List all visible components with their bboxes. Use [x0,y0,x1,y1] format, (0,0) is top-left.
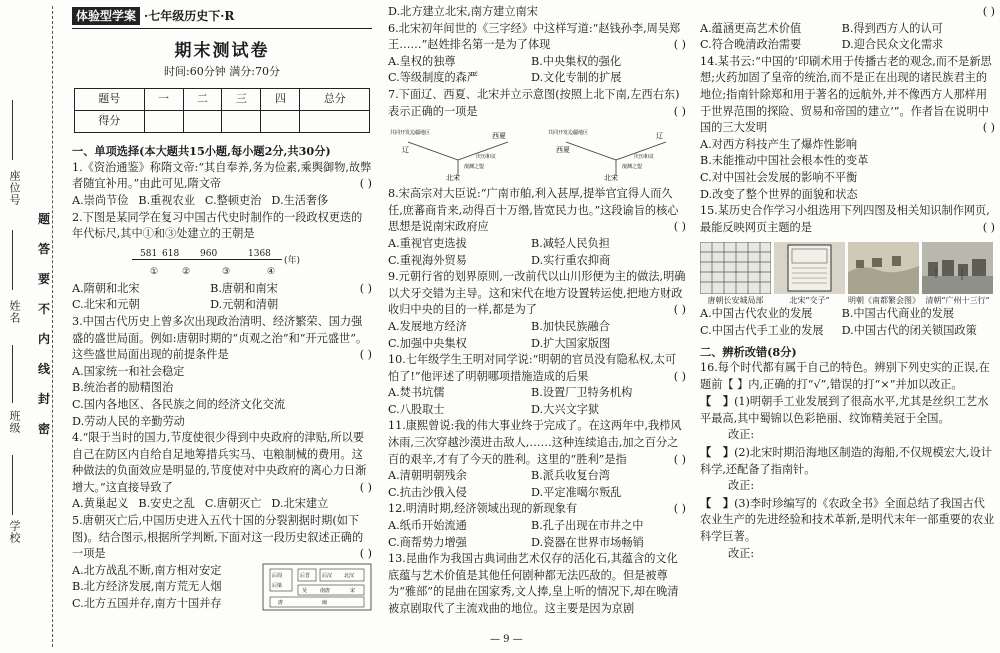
option[interactable]: A.发展地方经济 [388,319,467,333]
option[interactable]: A.焚书坑儒 [388,386,445,400]
option[interactable]: C.唐朝灭亡 [204,497,262,511]
question-text: 10.七年级学生王明对同学说:“明朝的官员没有隐私权,太可怕了!”他评述了明朝哪项措施造成的后果 [388,353,677,383]
option[interactable]: A.纸币开始流通 [388,519,467,533]
question-1 [72,160,372,210]
judge-bracket[interactable]: 【 】 [700,495,735,510]
seat-blank[interactable] [12,100,13,160]
map-option-a[interactable] [388,124,528,182]
judge-bracket[interactable]: 【 】 [700,445,735,460]
question-text: 12.明清时期,经济领域出现的新现象有 [388,502,578,516]
option[interactable]: B.设置厂卫特务机构 [531,386,633,400]
question-text: 14.某书云:“中国的‘印刷术用于传播古老的观念,而不是新思想;火药加固了皇帝的统治,而不是正在出现的诸民族君主的地位;指南针除郑和用于著名的远航外,并不像西方人那样用于世界范围的探险、贸易和帝国的建立’”。作者旨在说明中国的三大发明 [700,54,992,135]
judge-statement: (3)李时珍编写的《农政全书》全面总结了我国古代农业生产的先进经验和技术革新,是明代末年一部重要的农业科学巨著。 [700,496,995,544]
option[interactable]: D.大兴文字狱 [531,402,600,416]
question-text: 2.下图是某同学在复习中国古代史时制作的一段政权更迭的年代标尺,其中①和③处建立的王朝是 [72,210,363,241]
chart-label: 后晋 [300,572,311,579]
q5-body [72,563,372,613]
jiaozi-banknote-image [774,242,845,294]
answer-paren[interactable]: ( ) [673,104,686,118]
answer-paren[interactable]: ( ) [359,348,372,362]
option[interactable]: D.劳动人民的辛勤劳动 [72,414,185,428]
class-label: 班级 [8,410,21,434]
chart-label: 宋 [350,587,356,594]
question-text: 3.中国古代历史上曾多次出现政治清明、经济繁荣、国力强盛的盛世局面。例如:唐朝时期的“贞观之治”和“开元盛世”。这些盛世局面出现的前提条件是 [72,314,368,362]
options [388,385,686,418]
answer-paren[interactable]: ( ) [982,5,995,18]
option[interactable]: C.整顿吏治 [204,193,262,207]
column-3 [700,4,995,562]
option[interactable]: A.重视官吏选拔 [388,236,467,250]
question-text: 15.某历史合作学习小组选用下列四图及相关知识制作网页,最能反映网页主题的是 [700,204,990,234]
image-row [700,242,995,294]
option[interactable]: A.国家统一和社会稳定 [72,364,185,378]
map-label: 庆历和议 [634,154,655,161]
judge-item [700,495,995,546]
answer-paren[interactable]: ( ) [359,480,372,494]
options [388,319,686,352]
timeline-tick: 960 [200,248,218,259]
option[interactable]: B.中央集权的强化 [531,54,622,68]
image-captions [700,296,995,306]
question-5 [72,513,372,613]
option[interactable]: D.生活奢侈 [271,193,329,207]
option[interactable]: D.平定准噶尔叛乱 [531,485,622,499]
question-text: 13.昆曲作为我国古典词曲艺术仅存的活化石,其蕴含的文化底蕴与艺术价值是其他任何剧种都无法匹敌的。但是被尊为“雅部”的昆曲在国家秀,文人捧,皇上听的情况下,却在晚清被京剧取代了主流戏曲的地位。这主要是因为京剧 [388,552,679,615]
seal-char: 答 [38,242,51,256]
option[interactable]: D.北方建立北宋,南方建立南宋 [388,5,538,18]
option[interactable]: C.等级制度的森严 [388,71,479,85]
binding-strip [0,0,62,653]
question-6 [388,21,686,87]
section-title: 一、单项选择(本大题共15小题,每小题2分,共30分) [72,144,331,159]
name-blank[interactable] [12,230,13,290]
option[interactable]: C.重视海外贸易 [388,253,467,267]
option[interactable]: C.中国古代手工业的发展 [700,323,824,337]
map-label: 共同开发边疆地区 [548,130,589,137]
question-11 [388,418,686,501]
options [388,54,686,87]
changan-city-map-image [700,242,771,294]
option[interactable]: B.加快民族融合 [531,319,610,333]
question-text: 9.元朝行省的划界原则,一改前代以山川形便为主的做法,明确以犬牙交错为主导。这和宋代在地方设置转运使,把地方财政收归中央的目的一样,都是为了 [388,270,686,317]
option[interactable]: A.崇尚节俭 [72,193,129,207]
option[interactable]: B.安史之乱 [138,497,195,511]
fix-label[interactable]: 改正: [728,428,755,442]
option[interactable]: B.未能推动中国社会根本性的变革 [700,154,869,168]
timeline-circle: ④ [267,266,276,277]
judge-statement: (1)明朝手工业发展到了很高水平,尤其是丝织工艺水平最高,其中蜀锦以色彩艳丽、纹饰精美冠于全国。 [700,395,989,425]
score-header-cell: 二 [183,89,222,111]
score-header-cell: 一 [144,89,183,111]
question-16 [700,360,995,562]
timeline-tick: 581 [140,248,158,259]
answer-paren[interactable]: ( ) [982,121,995,135]
fix-label[interactable]: 改正: [728,546,755,560]
judge-bracket[interactable]: 【 】 [700,394,735,409]
option[interactable]: C.符合晚清政治需要 [700,38,802,52]
seal-char: 要 [38,272,51,286]
nandu-painting-image [848,242,919,294]
header-tag: 体验型学案 [72,7,140,26]
option[interactable]: C.对中国社会发展的影响不平衡 [700,170,858,184]
column-1 [72,4,372,613]
timeline-ruler [132,245,332,279]
seal-char: 不 [38,302,51,316]
guangzhou-thirteen-hongs-image [922,242,993,294]
option[interactable]: B.重视农业 [138,193,195,207]
chart-label: 南唐 [320,587,331,594]
map-label: 辽 [656,132,663,141]
score-cell[interactable] [261,111,300,133]
options [700,21,995,54]
answer-paren[interactable]: ( ) [673,303,686,317]
question-13 [388,551,686,617]
timeline-unit: (年) [284,255,301,266]
seal-char: 题 [38,212,51,226]
seal-char: 密 [38,422,51,436]
option[interactable]: B.中国古代商业的发展 [841,307,955,321]
chart-label: 吴 [302,587,308,594]
option[interactable]: D.北宋建立 [271,497,329,511]
judge-item [700,393,995,427]
question-4 [72,430,372,513]
seal-char: 封 [38,392,51,406]
option[interactable]: A.中国古代农业的发展 [700,307,813,321]
question-text: 8.宋高宗对大臣说:“广南市舶,利入甚厚,提举官宜得人而久任,庶蕃商肯来,动得百十万缗,皆宽民力也。”这段谕旨的核心思想是说南宋政府应 [388,187,679,234]
question-8 [388,186,686,269]
options [72,193,372,210]
answer-paren[interactable]: ( ) [673,452,686,466]
score-cell[interactable] [300,111,370,133]
options [388,468,686,501]
chart-label: 闽 [322,599,328,606]
option[interactable]: B.减轻人民负担 [531,236,610,250]
question-text: 7.下面辽、西夏、北宋并立示意图(按照上北下南,左西右东)表示正确的一项是 [388,87,680,118]
option[interactable]: C.抗击沙俄入侵 [388,485,467,499]
option[interactable]: B.北方经济发展,南方荒无人烟 [72,580,222,594]
option[interactable]: A.蕴涵更高艺术价值 [700,21,802,35]
option[interactable]: C.商帮势力增强 [388,535,467,549]
exam-title: 期末测试卷 [174,41,270,61]
option[interactable]: B.得到西方人的认可 [841,21,943,35]
map-label: 北宋 [446,174,460,183]
image-caption: 清朝“广州十三行” [925,296,990,306]
timeline-tick: 618 [162,248,180,259]
option[interactable]: C.北方五国并存,南方十国并存 [72,597,222,611]
school-blank[interactable] [12,455,13,515]
score-header-cell: 题号 [75,89,145,111]
fix-label[interactable]: 改正: [728,479,755,493]
exam-time-info: 时间:60分钟 满分:70分 [164,64,280,78]
score-row-label: 得分 [75,111,145,133]
option[interactable]: B.统治者的励精图治 [72,381,174,395]
option[interactable]: B.唐朝和南宋 [210,281,278,295]
option[interactable]: A.黄巢起义 [72,497,129,511]
seal-char: 内 [38,332,51,346]
option[interactable]: A.清朝明朝残余 [388,469,467,483]
five-dynasties-chart [262,563,372,611]
question-text: 11.康熙曾说:我的伟大事业终于完成了。在这两年中,我栉风沐雨,三次穿越沙漠进击敌人,……这种连续追击,加之百分之百的艰辛,才有了今天的胜利。这里的“胜利”是指 [388,419,682,466]
seat-label: 座位号 [8,170,21,206]
options [700,306,995,339]
map-label: 辽 [402,146,409,155]
name-label: 姓名 [8,300,21,324]
column-2 [388,4,686,618]
page-number: — 9 — [490,634,523,645]
score-header-cell: 四 [261,89,300,111]
score-cell[interactable] [222,111,261,133]
map-label: 澶渊之盟 [464,164,485,171]
question-15 [700,203,995,339]
chart-label: 后梁 [272,582,283,589]
option[interactable]: D.元朝和清朝 [210,298,279,312]
option[interactable]: D.中国古代的闭关锁国政策 [841,323,977,337]
option[interactable]: A.北方战乱不断,南方相对安定 [72,563,222,577]
option[interactable]: B.孔子出现在市井之中 [531,519,644,533]
chart-label: 北汉 [344,572,355,579]
option[interactable]: D.扩大国家版图 [531,336,611,350]
question-14 [700,54,995,203]
judge-item [700,444,995,478]
answer-paren[interactable]: ( ) [673,38,686,52]
question-12 [388,501,686,551]
map-label: 西夏 [492,132,506,141]
option[interactable]: D.瓷器在世界市场畅销 [531,535,644,549]
school-label: 学校 [8,520,21,544]
answer-paren[interactable]: ( ) [673,220,686,234]
question-9 [388,269,686,352]
question-text: 16.每个时代都有属于自己的特色。辨别下列史实的正误,在题前【 】内,正确的打“√”,错误的打“×”并加以改正。 [700,361,990,391]
section-title: 二、辨析改错(8分) [700,344,797,359]
option[interactable]: B.派兵收复台湾 [531,469,610,483]
score-table [74,88,370,133]
image-caption: 北宋“交子” [789,296,830,306]
answer-paren[interactable]: ( ) [673,502,686,516]
chart-label: 后汉 [322,572,333,579]
score-header-cell: 三 [222,89,261,111]
question-2 [72,210,372,314]
option[interactable]: C.八股取士 [388,402,445,416]
option[interactable]: C.国内各地区、各民族之间的经济文化交流 [72,397,286,411]
header-subject: ·七年级历史下·R [144,8,235,23]
option[interactable]: D.文化专制的扩展 [531,71,622,85]
map-label: 澶渊之盟 [622,164,643,171]
option[interactable]: C.北宋和元朝 [72,298,140,312]
answer-paren[interactable]: ( ) [359,281,372,295]
question-text: 6.北宋初年间世的《三字经》中这样写道:“赵钱孙李,周吴郑王……”赵姓排名第一是为了体现 [388,21,681,52]
score-cell[interactable] [183,111,222,133]
map-label: 庆历和议 [476,154,497,161]
score-header-cell: 总分 [300,89,370,111]
seal-char: 线 [38,362,51,376]
question-10 [388,352,686,418]
score-cell[interactable] [144,111,183,133]
timeline-circle: ③ [222,266,231,277]
question-7 [388,87,686,182]
answer-paren[interactable]: ( ) [359,177,372,191]
question-text: 5.唐朝灭亡后,中国历史进入五代十国的分裂割据时期(如下图)。结合图示,根据所学判断,下面对这一段历史叙述正确的一项是 [72,514,364,561]
timeline-circle: ② [182,266,191,277]
option[interactable]: C.加强中央集权 [388,336,467,350]
timeline-tick: 1368 [248,248,271,259]
q5-options [72,563,262,613]
question-3 [72,314,372,430]
image-caption: 明朝《南都繁会图》 [848,296,920,306]
answer-paren[interactable]: ( ) [359,547,372,561]
options [72,496,372,513]
options [388,236,686,269]
class-blank[interactable] [12,345,13,403]
page-header [72,4,372,29]
map-option-b[interactable] [546,124,686,182]
map-options [388,124,686,182]
options [72,281,360,314]
option[interactable]: D.实行重农抑商 [531,253,611,267]
map-label: 共同开发边疆地区 [390,130,431,137]
option[interactable]: A.皇权的独尊 [388,54,456,68]
chart-label: 唐 [278,599,284,606]
timeline-circle: ① [150,266,159,277]
answer-paren[interactable]: ( ) [673,369,686,383]
map-label: 北宋 [604,174,618,183]
options [388,518,686,551]
image-caption: 唐朝长安城局部 [707,296,764,306]
option[interactable]: A.隋朝和北宋 [72,281,140,295]
option[interactable]: D.改变了整个世界的面貌和状态 [700,187,858,201]
map-label: 西夏 [556,146,570,155]
binding-line [52,6,53,647]
option[interactable]: D.迎合民众文化需求 [841,38,944,52]
option[interactable]: A.对西方科技产生了爆炸性影响 [700,137,858,151]
question-text: 1.《资治通鉴》称隋文帝:“其自奉养,务为俭素,乘舆御物,故弊者随宜补用。”由此可见,隋文帝 [72,160,372,191]
judge-statement: (2)北宋时期沿海地区制造的海船,不仅规模宏大,设计科学,还配备了指南针。 [700,446,992,476]
answer-paren[interactable]: ( ) [982,220,995,234]
question-text: 4.“限于当时的国力,节度使很少得到中央政府的津贴,所以要自己在防区内自给自足地筹措兵实马、屯粮制械的费用。这种做法的负面效应是明显的,节度使对中央政府的离心力日渐增大。”这直接导致了 [72,431,367,494]
chart-label: 后周 [272,572,283,579]
